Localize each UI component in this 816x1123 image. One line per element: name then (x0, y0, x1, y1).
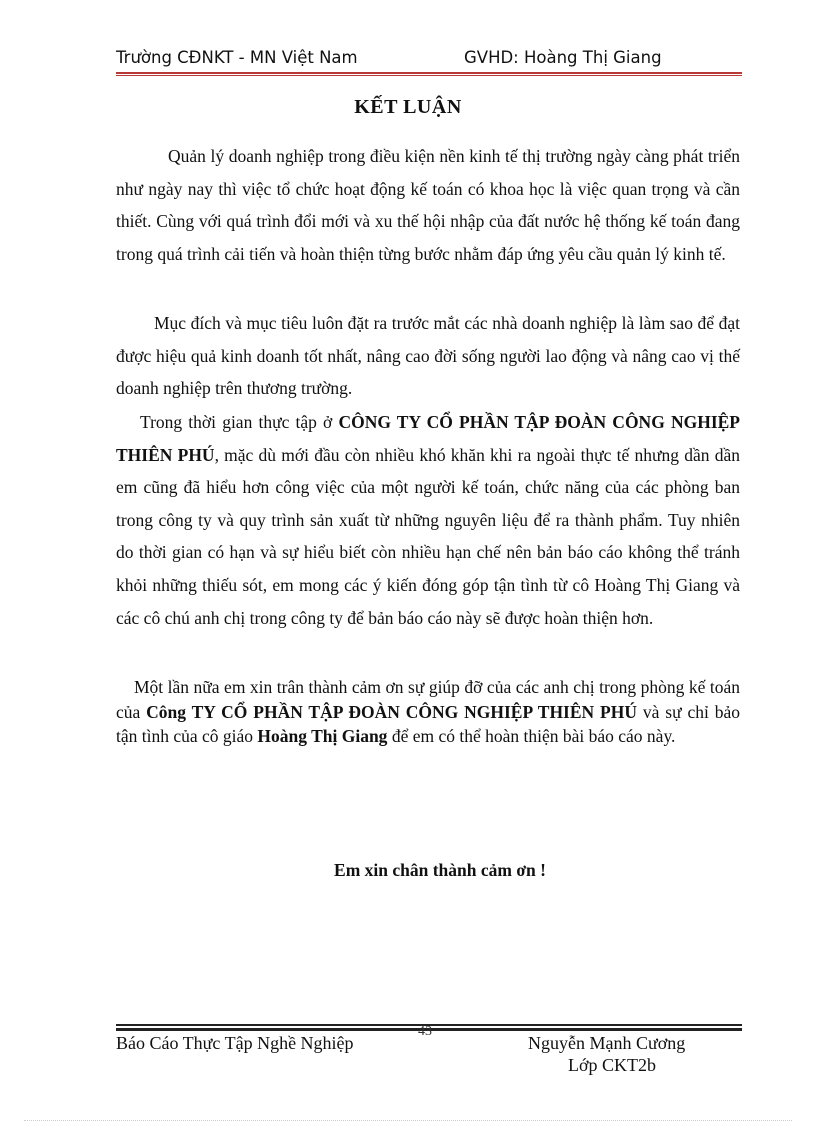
teacher-name: Hoàng Thị Giang (257, 726, 388, 746)
header-supervisor: GVHD: Hoàng Thị Giang (464, 48, 662, 67)
footer-class: Lớp CKT2b (568, 1055, 657, 1075)
paragraph-3-body: , mặc dù mới đầu còn nhiều khó khăn khi ra ngoài thực tế nhưng dần dần em cũng đã hiểu hơn công việc của một người kế toán, chức năng của các phòng ban trong công ty và quy trình sản xuất từ những nguyên liệu để ra thành phẩm. Tuy nhiên do thời gian có hạn và sự hiểu biết còn nhiều hạn chế nên bản báo cáo không thể tránh khỏi những thiếu sót, em mong các ý kiến đóng góp tận tình từ cô Hoàng Thị Giang và các cô chú anh chị trong công ty để bản báo cáo này sẽ được hoàn thiện hơn. (116, 444, 740, 628)
header-school: Trường CĐNKT - MN Việt Nam (116, 48, 358, 67)
page-number: 43 (418, 1024, 432, 1039)
header-rule (116, 72, 742, 74)
paragraph-3-intro: Trong thời gian thực tập ở (140, 412, 339, 432)
paragraph-1: Quản lý doanh nghiệp trong điều kiện nền kinh tế thị trường ngày càng phát triển như ngày nay thì việc tổ chức hoạt động kế toán có khoa học là việc quan trọng và cần thiết. Cùng với quá trình đổi mới và xu thế hội nhập của đất nước hệ thống kế toán đang trong quá trình cải tiến và hoàn thiện từng bước nhằm đáp ứng yêu cầu quản lý kinh tế. (116, 146, 740, 264)
closing-thanks: Em xin chân thành cảm ơn ! (334, 860, 546, 880)
page-edge (24, 1120, 792, 1121)
paragraph-3 (116, 406, 740, 634)
company-name: CÔNG TY CỔ PHẦN TẬP ĐOÀN CÔNG NGHIỆP THIÊN PHÚ (116, 412, 740, 465)
header-rule-thin (116, 75, 742, 76)
paragraph-4-end: để em có thể hoàn thiện bài báo cáo này. (387, 726, 676, 746)
paragraph-2: Mục đích và mục tiêu luôn đặt ra trước mắt các nhà doanh nghiệp là làm sao để đạt được hiệu quả kinh doanh tốt nhất, nâng cao đời sống người lao động và nâng cao vị thế doanh nghiệp trên thương trường. (116, 313, 740, 399)
paragraph-4 (116, 675, 740, 749)
page-header (116, 48, 742, 72)
footer-report-title: Báo Cáo Thực Tập Nghề Nghiệp (116, 1033, 354, 1053)
paragraph-4-mid: và sự chỉ bảo tận tình của cô giáo (116, 701, 740, 746)
page-title: KẾT LUẬN (354, 96, 462, 118)
footer-author: Nguyễn Mạnh Cương (528, 1033, 686, 1053)
company-name-2: Công TY CỔ PHẦN TẬP ĐOÀN CÔNG NGHIỆP THIÊN PHÚ (146, 701, 637, 722)
paragraph-4-intro: Một lần nữa em xin trân thành cảm ơn sự giúp đỡ của các anh chị trong phòng kế toán của (116, 677, 740, 722)
